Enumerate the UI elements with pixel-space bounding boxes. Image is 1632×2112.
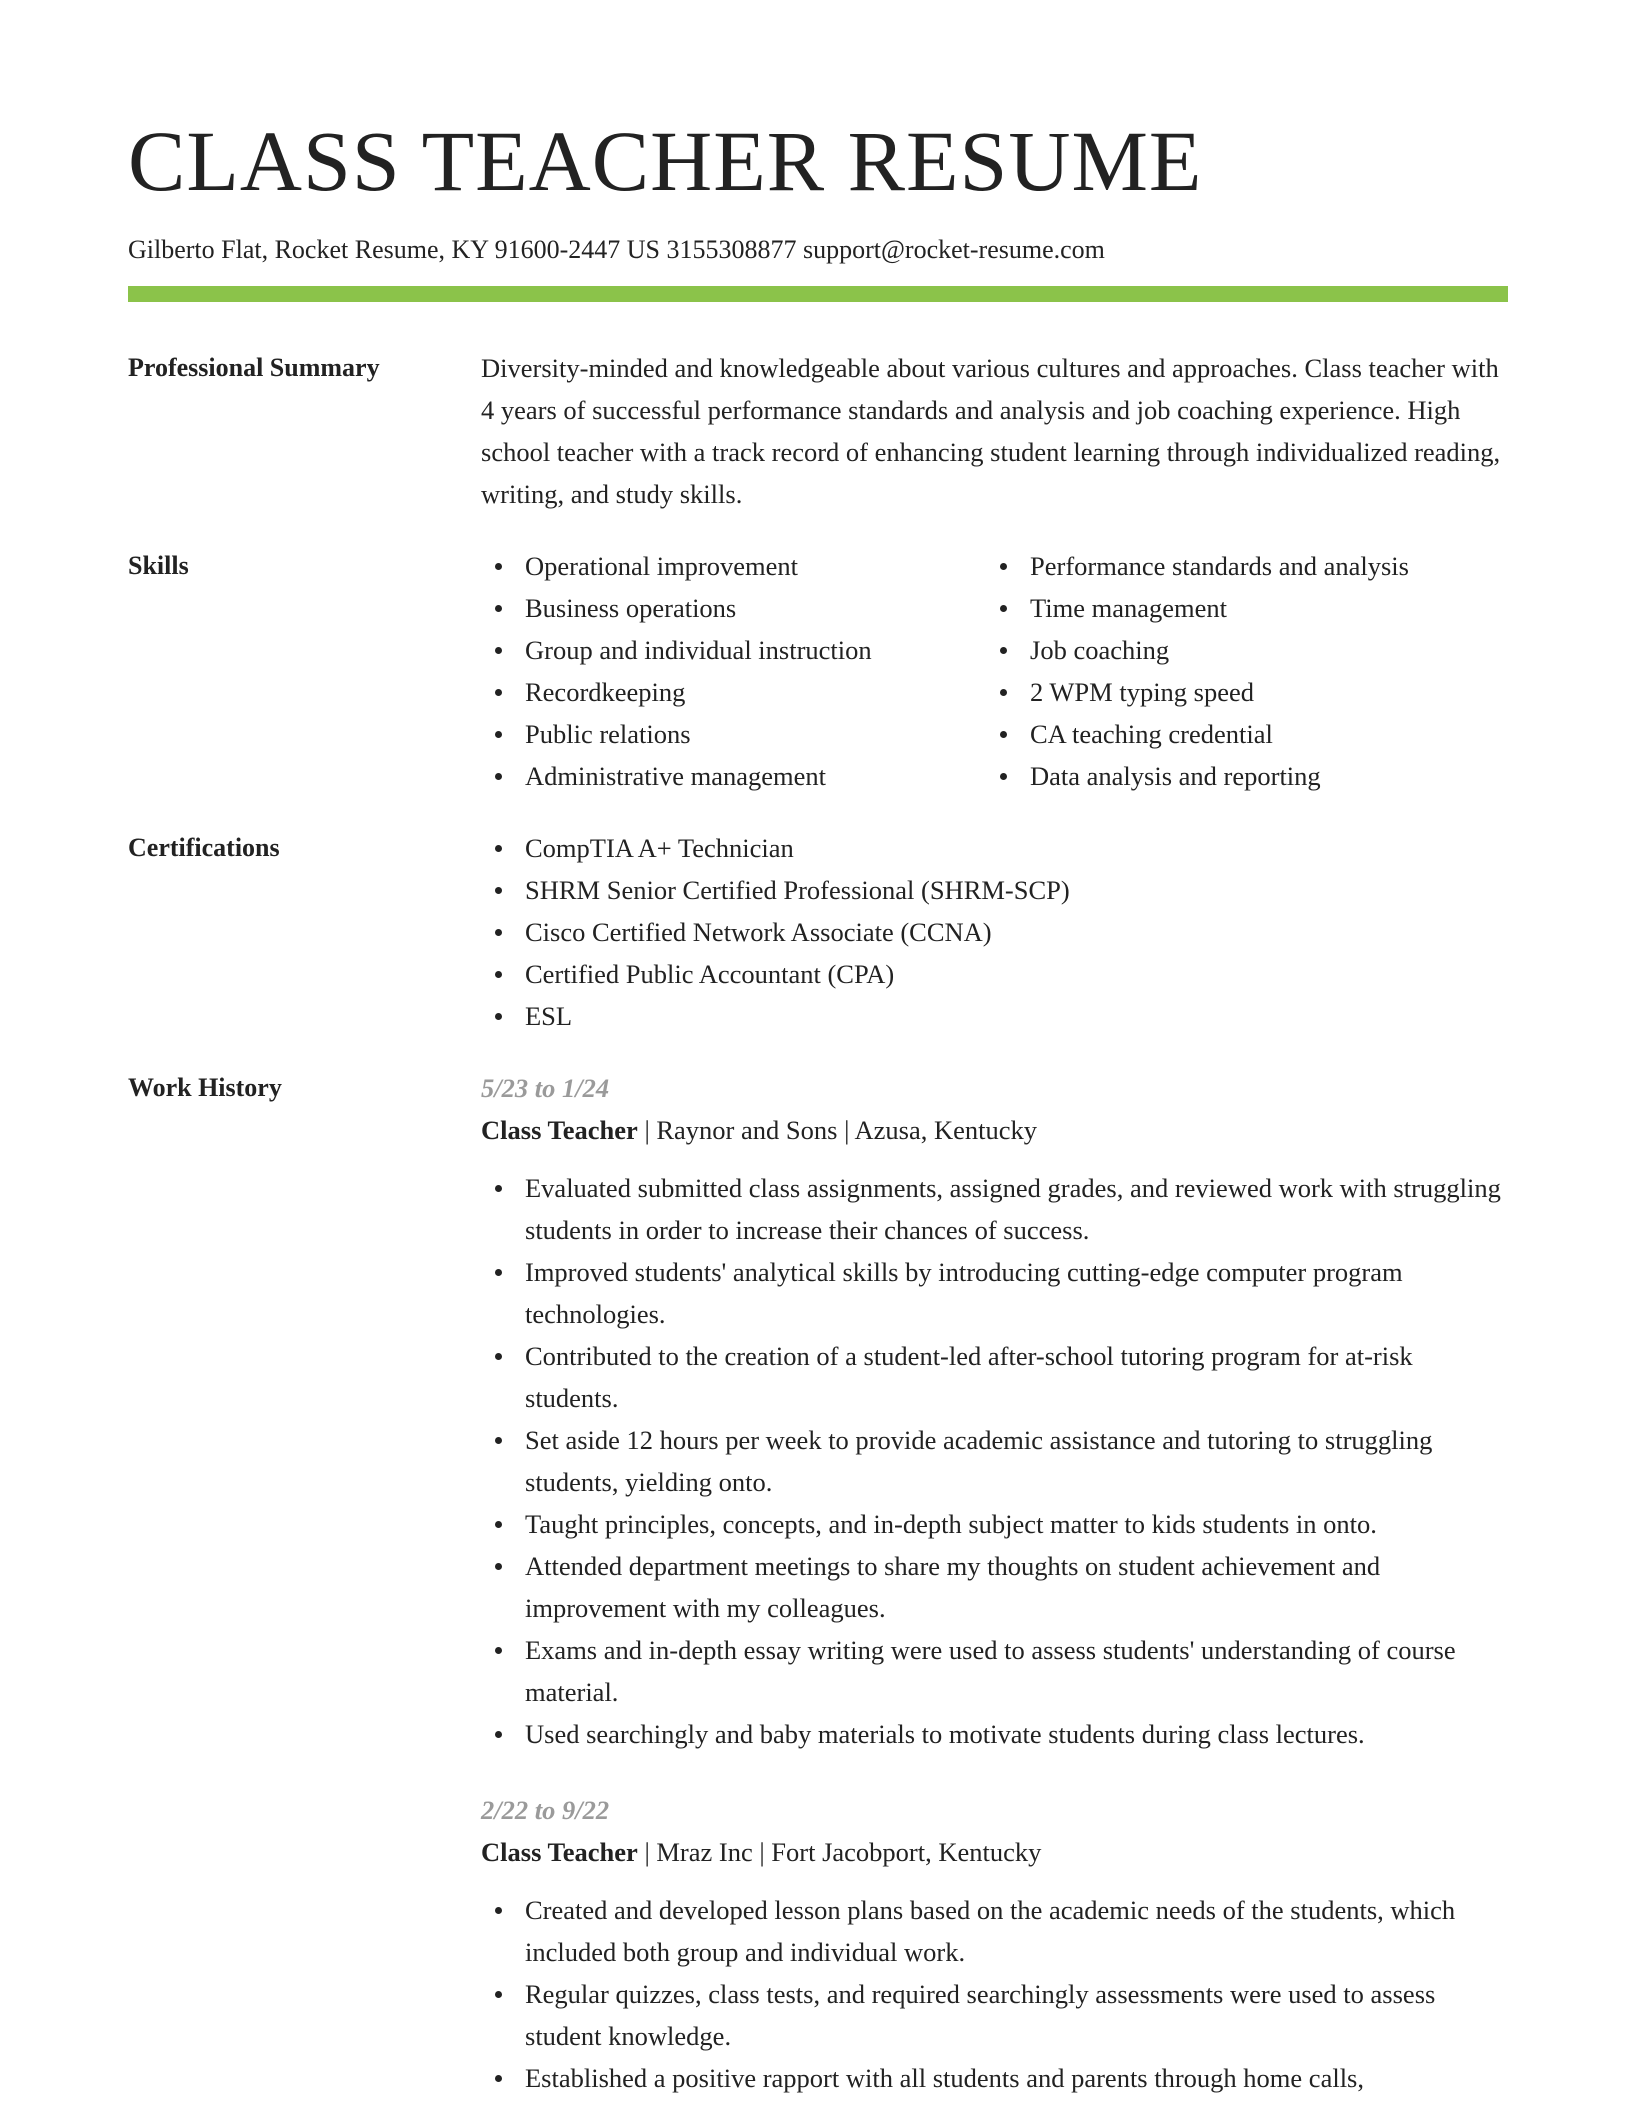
job-bullet: Established a positive rapport with all students and parents through home calls, (481, 2057, 1508, 2099)
job-entry (481, 1789, 1508, 2099)
job-bullet: Contributed to the creation of a student-led after-school tutoring program for at-risk students. (481, 1335, 1508, 1419)
job-bullets (481, 1167, 1508, 1755)
job-bullet: Used searchingly and baby materials to motivate students during class lectures. (481, 1713, 1508, 1755)
skill-item: Performance standards and analysis (986, 545, 1491, 587)
resume-title: CLASS TEACHER RESUME (128, 113, 1203, 209)
job-details: | Raynor and Sons | Azusa, Kentucky (637, 1115, 1038, 1145)
contact-line: Gilberto Flat, Rocket Resume, KY 91600-2447 US 3155308877 support@rocket-resume.com (128, 235, 1105, 264)
certifications-body (481, 827, 1508, 1037)
skill-item: Business operations (481, 587, 986, 629)
accent-divider (128, 286, 1508, 302)
job-bullet: Exams and in-depth essay writing were used to assess students' understanding of course material. (481, 1629, 1508, 1713)
skill-item: Operational improvement (481, 545, 986, 587)
job-heading (481, 1109, 1508, 1151)
section-heading-summary: Professional Summary (128, 353, 380, 382)
summary-text: Diversity-minded and knowledgeable about various cultures and approaches. Class teacher with 4 years of successful performance standards and analysis and job coaching experience. High school teacher with a track record of enhancing student learning through individualized reading, writing, and study skills. (481, 353, 1501, 509)
job-dates: 2/22 to 9/22 (481, 1795, 610, 1825)
job-bullet: Regular quizzes, class tests, and required searchingly assessments were used to assess student knowledge. (481, 1973, 1508, 2057)
skills-body (481, 545, 1508, 797)
job-title: Class Teacher (481, 1115, 638, 1145)
job-title: Class Teacher (481, 1837, 638, 1867)
skills-grid (481, 545, 1508, 797)
skill-item: CA teaching credential (986, 713, 1491, 755)
job-bullet: Created and developed lesson plans based on the academic needs of the students, which included both group and individual work. (481, 1889, 1508, 1973)
section-heading-certifications: Certifications (128, 833, 280, 862)
job-bullet: Taught principles, concepts, and in-depth subject matter to kids students in onto. (481, 1503, 1508, 1545)
skill-item: Public relations (481, 713, 986, 755)
certification-item: ESL (481, 995, 1508, 1037)
job-entry (481, 1067, 1508, 1755)
skill-item: 2 WPM typing speed (986, 671, 1491, 713)
job-dates: 5/23 to 1/24 (481, 1073, 610, 1103)
work-history-body (481, 1067, 1508, 2099)
skills-column-right (986, 545, 1491, 797)
job-bullets (481, 1889, 1508, 2099)
job-bullet: Attended department meetings to share my thoughts on student achievement and improvement with my colleagues. (481, 1545, 1508, 1629)
summary-body (481, 347, 1508, 515)
job-heading (481, 1831, 1508, 1873)
job-bullet: Improved students' analytical skills by introducing cutting-edge computer program technologies. (481, 1251, 1508, 1335)
skill-item: Data analysis and reporting (986, 755, 1491, 797)
skill-item: Job coaching (986, 629, 1491, 671)
certification-item: Cisco Certified Network Associate (CCNA) (481, 911, 1508, 953)
certification-item: SHRM Senior Certified Professional (SHRM-SCP) (481, 869, 1508, 911)
job-bullet: Set aside 12 hours per week to provide academic assistance and tutoring to struggling students, yielding onto. (481, 1419, 1508, 1503)
skill-item: Recordkeeping (481, 671, 986, 713)
skills-column-left (481, 545, 986, 797)
certification-item: CompTIA A+ Technician (481, 827, 1508, 869)
certification-item: Certified Public Accountant (CPA) (481, 953, 1508, 995)
skill-item: Time management (986, 587, 1491, 629)
job-bullet: Evaluated submitted class assignments, assigned grades, and reviewed work with struggling students in order to increase their chances of success. (481, 1167, 1508, 1251)
section-heading-skills: Skills (128, 551, 189, 580)
section-heading-work-history: Work History (128, 1073, 282, 1102)
job-details: | Mraz Inc | Fort Jacobport, Kentucky (637, 1837, 1042, 1867)
skill-item: Group and individual instruction (481, 629, 986, 671)
skill-item: Administrative management (481, 755, 986, 797)
